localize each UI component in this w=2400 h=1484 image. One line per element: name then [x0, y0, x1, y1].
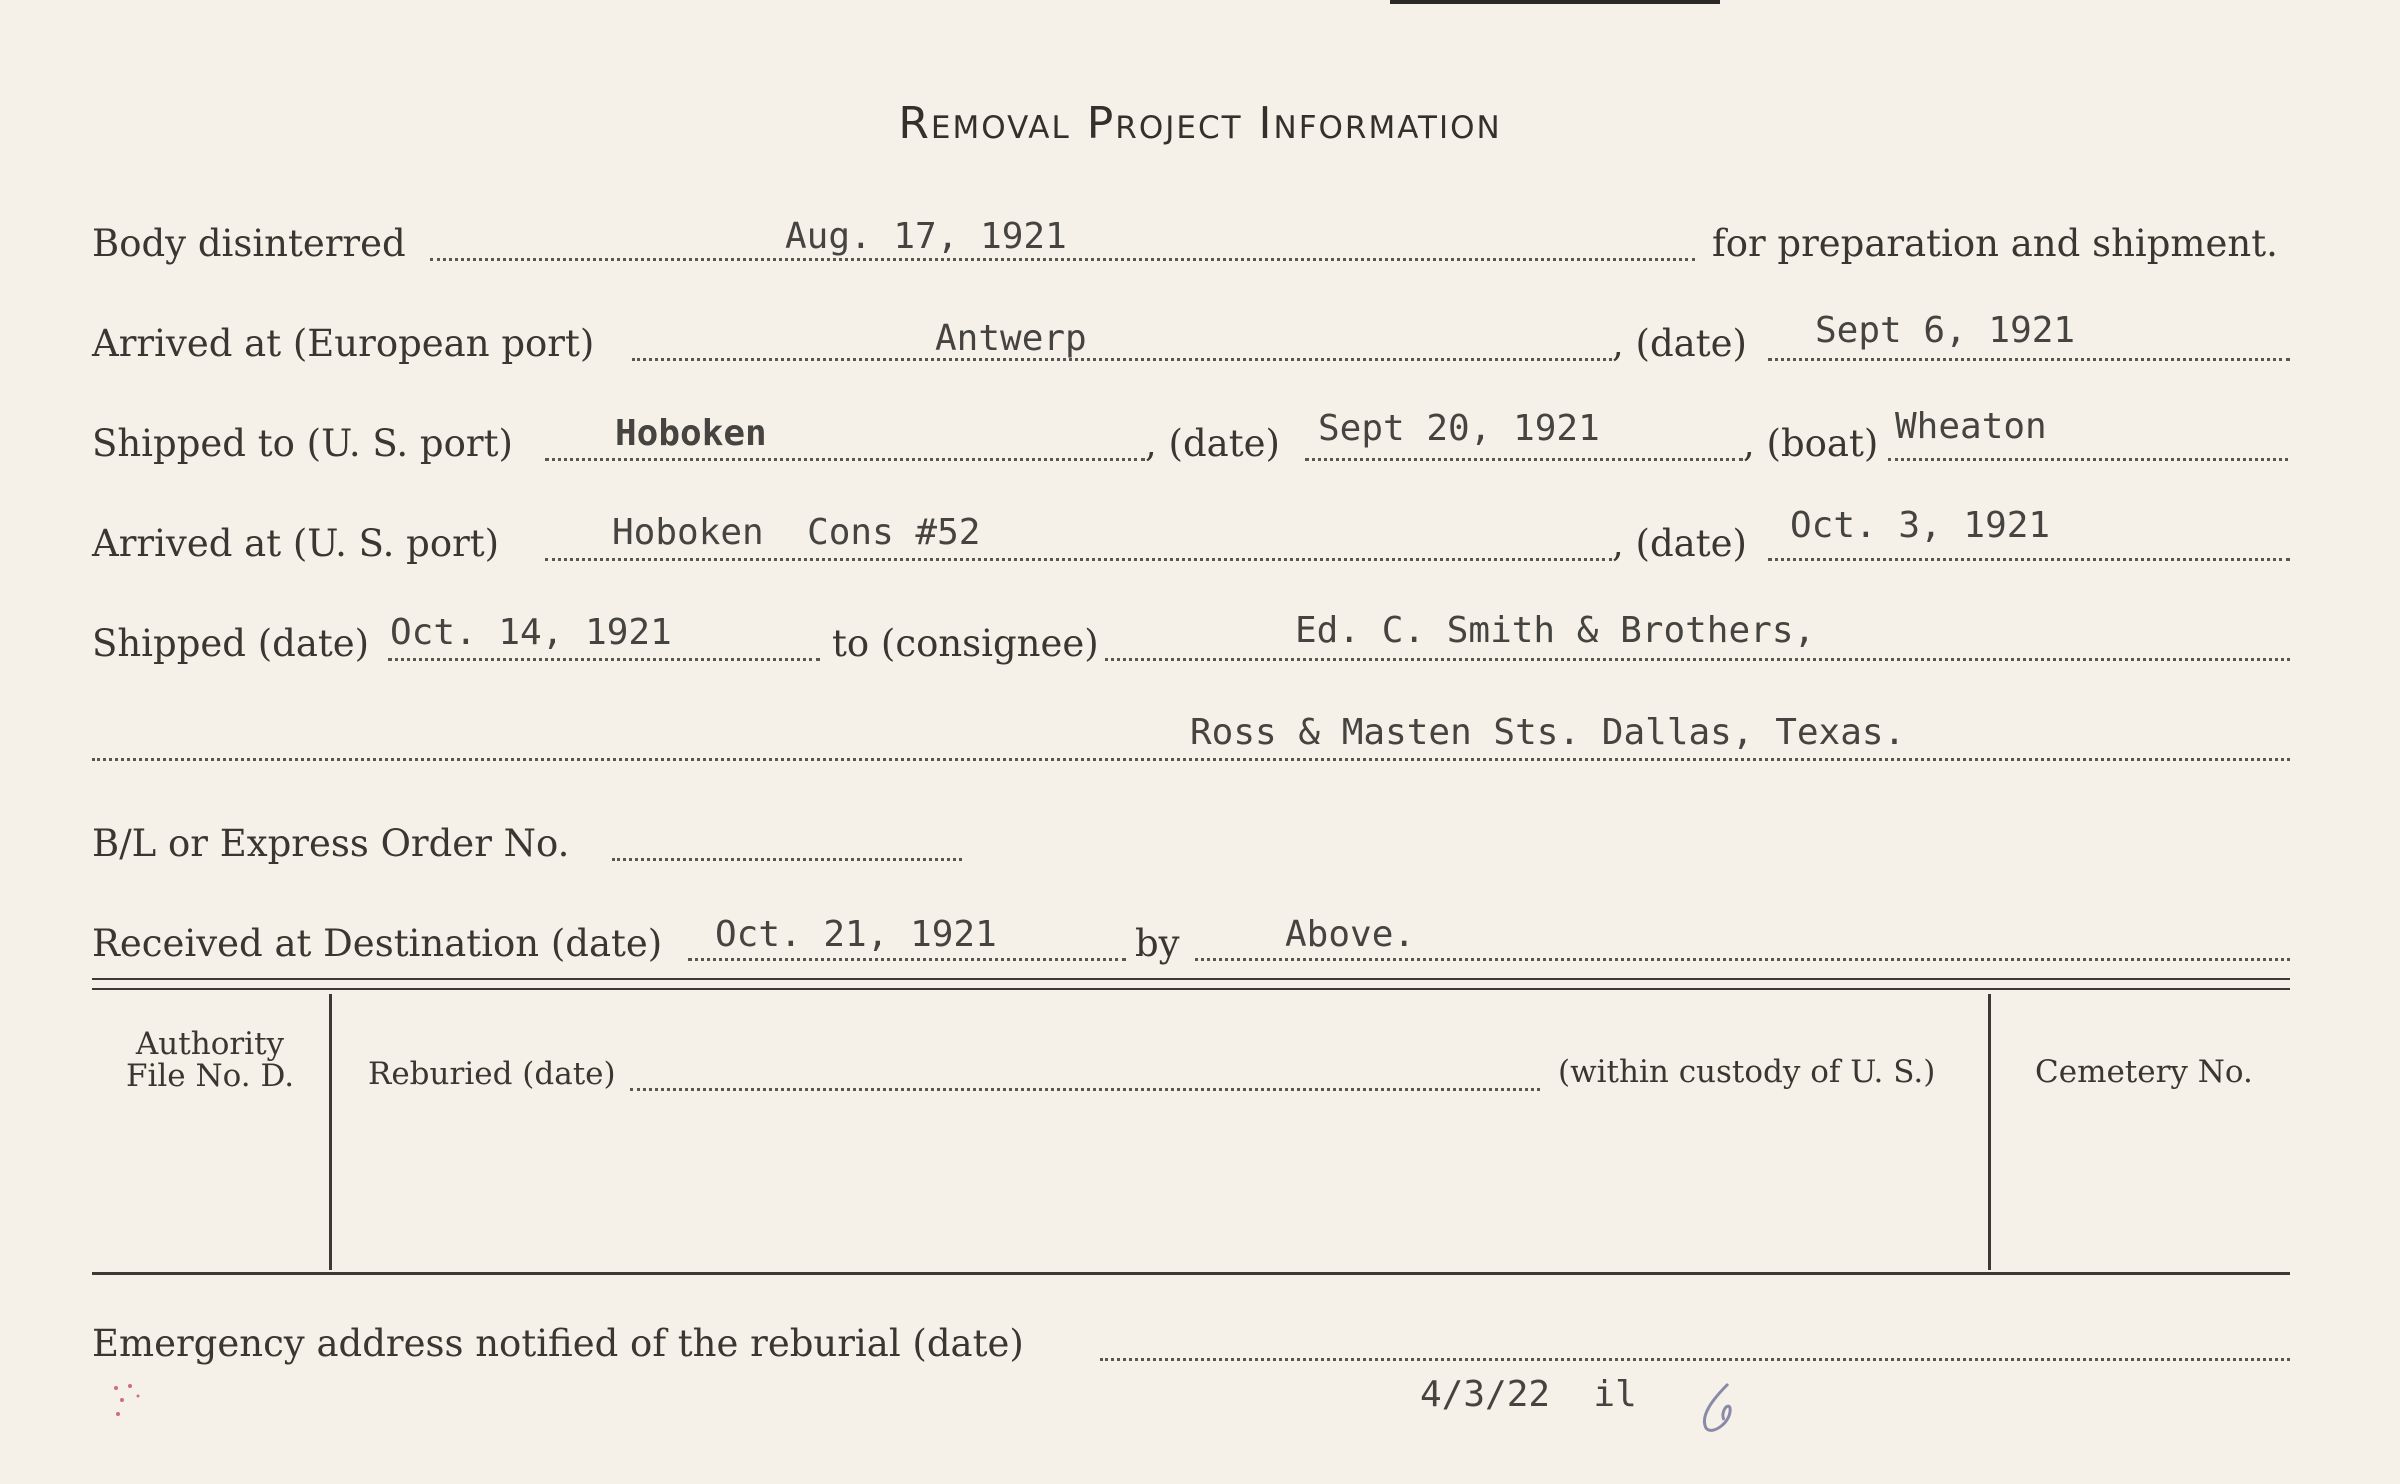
file-no-label: File No. D. — [125, 1058, 295, 1094]
consignee-line — [1105, 658, 2290, 661]
received-date-line — [688, 958, 1126, 961]
footer-note: 4/3/22 il — [1420, 1374, 1637, 1415]
shipped-us-date-label: , (date) — [1145, 422, 1280, 465]
arrived-us-label: Arrived at (U. S. port) — [92, 522, 500, 565]
european-port-date-line — [1768, 358, 2290, 361]
arrived-us-date: Oct. 3, 1921 — [1790, 505, 2051, 546]
box-top-rule-2 — [92, 988, 2290, 990]
box-bottom-rule — [92, 1272, 2290, 1275]
shipped-us-date: Sept 20, 1921 — [1318, 408, 1600, 449]
disinterred-value: Aug. 17, 1921 — [785, 216, 1067, 257]
box-divider-right — [1988, 994, 1991, 1270]
bl-label: B/L or Express Order No. — [92, 822, 570, 865]
disinterred-suffix: for preparation and shipment. — [1712, 222, 2278, 265]
shipped-us-label: Shipped to (U. S. port) — [92, 422, 513, 465]
box-divider-left — [329, 994, 332, 1270]
cemetery-label: Cemetery No. — [2035, 1054, 2253, 1090]
shipped-us-value: Hoboken — [615, 413, 767, 454]
bl-line — [612, 858, 962, 861]
consignee-label: to (consignee) — [832, 622, 1099, 665]
card-title: Removal Project Information — [898, 98, 1502, 149]
reburied-label: Reburied (date) — [368, 1056, 616, 1092]
european-port-value: Antwerp — [935, 318, 1087, 359]
shipped-us-boat-label: , (boat) — [1743, 422, 1879, 465]
shipped-us-boat-line — [1888, 458, 2288, 461]
european-port-date-label: , (date) — [1612, 322, 1747, 365]
consignee-address-line — [92, 758, 2290, 761]
top-edge-strip — [1390, 0, 1720, 4]
custody-label: (within custody of U. S.) — [1558, 1054, 1936, 1090]
initial-scribble — [1690, 1378, 1760, 1438]
reburied-line — [630, 1088, 1540, 1091]
received-label: Received at Destination (date) — [92, 922, 663, 965]
ink-specks — [108, 1382, 158, 1422]
shipped-us-date-line — [1305, 458, 1743, 461]
box-top-rule-1 — [92, 978, 2290, 980]
emergency-label: Emergency address notified of the reburial (date) — [92, 1322, 1024, 1365]
consignee-line-1: Ed. C. Smith & Brothers, — [1295, 610, 1816, 651]
european-port-line — [632, 358, 1612, 361]
authority-label: Authority — [135, 1026, 285, 1062]
consignee-line-2: Ross & Masten Sts. Dallas, Texas. — [1190, 712, 1906, 753]
emergency-line — [1100, 1358, 2290, 1361]
shipped-us-line — [545, 458, 1145, 461]
disinterred-line — [430, 258, 1695, 261]
arrived-us-value: Hoboken Cons #52 — [612, 512, 981, 553]
european-port-date: Sept 6, 1921 — [1815, 310, 2076, 351]
shipped-date: Oct. 14, 1921 — [390, 612, 672, 653]
received-date: Oct. 21, 1921 — [715, 914, 997, 955]
arrived-us-line — [545, 558, 1612, 561]
arrived-us-date-label: , (date) — [1612, 522, 1747, 565]
received-by: Above. — [1285, 914, 1416, 955]
received-by-label: by — [1135, 922, 1180, 965]
arrived-us-date-line — [1768, 558, 2290, 561]
disinterred-label: Body disinterred — [92, 222, 406, 265]
shipped-label: Shipped (date) — [92, 622, 370, 665]
european-port-label: Arrived at (European port) — [92, 322, 595, 365]
shipped-us-boat: Wheaton — [1895, 406, 2047, 447]
shipped-date-line — [388, 658, 820, 661]
received-by-line — [1195, 958, 2290, 961]
